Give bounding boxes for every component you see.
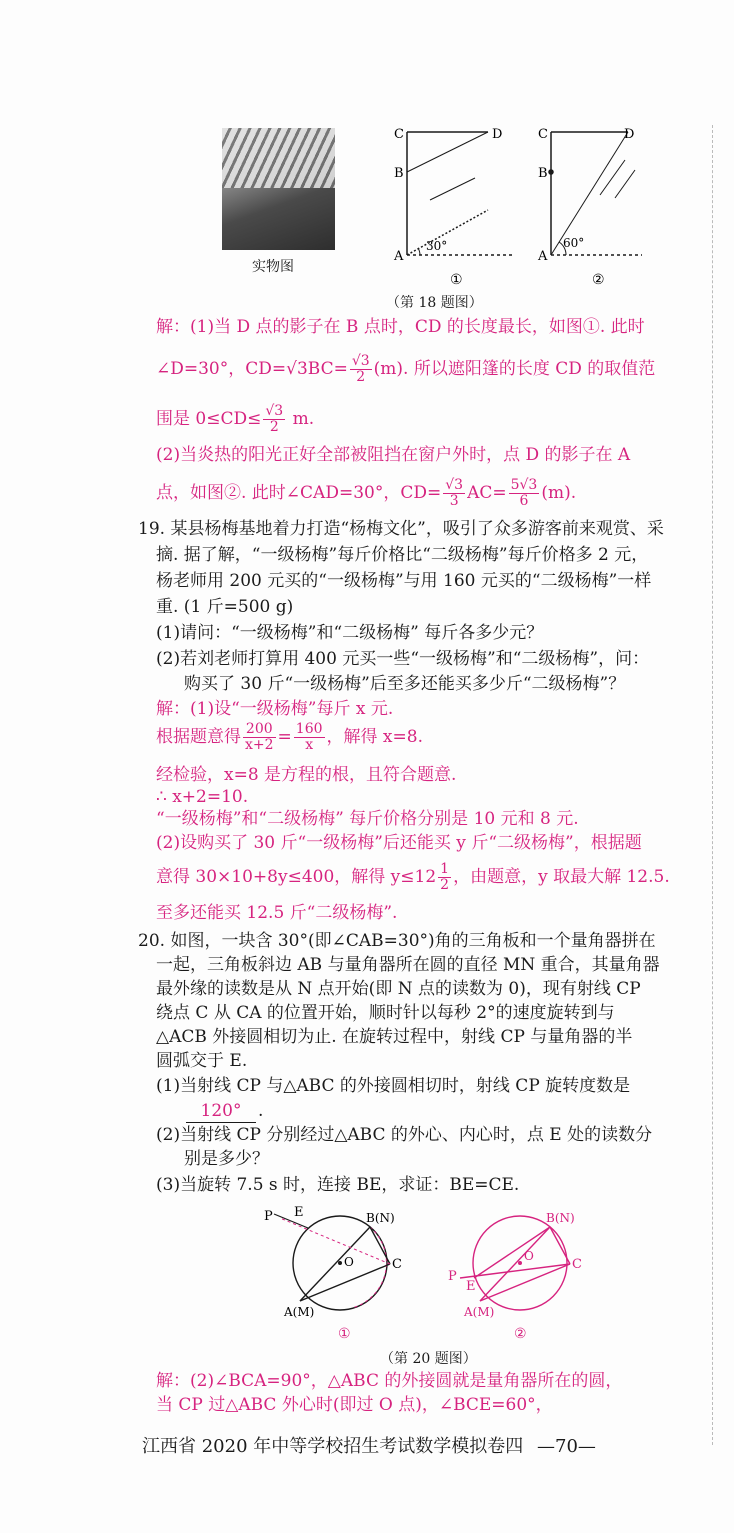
q20-line7: (1)当射线 CP 与△ABC 的外接圆相切时，射线 CP 旋转度数是 [156, 1076, 631, 1096]
fig18-num1: ① [450, 272, 463, 288]
q20-line2: 一起，三角板斜边 AB 与量角器所在圆的直径 MN 重合，其量角器 [156, 955, 660, 975]
q19-line1: 19. 某县杨梅基地着力打造“杨梅文化”，吸引了众多游客前来观赏、采 [138, 519, 664, 539]
sol18-line3: 围是 0≤CD≤ $\frac{√3}{2}$ m. [156, 403, 315, 435]
fig20-label-A1: A(M) [284, 1305, 315, 1319]
fig20-label-O1: O [344, 1255, 354, 1269]
fig20-num1: ① [338, 1326, 351, 1342]
fig20-diagram-2 [460, 1216, 570, 1310]
photo-image [222, 128, 335, 250]
fig20-label-C2: C [572, 1257, 582, 1272]
q20-line11: (3)当旋转 7.5 s 时，连接 BE，求证：BE=CE. [156, 1175, 520, 1195]
q20-line6: 圆弧交于 E. [156, 1051, 248, 1071]
q20-line10: 别是多少？ [184, 1149, 269, 1169]
fig20-label-B2: B(N) [546, 1211, 575, 1225]
q19-line7: 购买了 30 斤“一级杨梅”后至多还能买多少斤“二级杨梅”？ [184, 674, 626, 694]
q20-line1: 20. 如图，一块含 30°(即∠CAB=30°)角的三角板和一个量角器拼在 [138, 931, 656, 951]
fig18-label-C2: C [538, 127, 548, 142]
photo-caption: 实物图 [252, 259, 294, 275]
fig20-label-O2: O [524, 1249, 534, 1263]
fig18-angle1: 30° [426, 239, 448, 253]
sol18-line2: ∠D=30°，CD=√3BC= $\frac{√3}{2}$ (m). 所以遮阳篷的长度 CD 的取值范 [156, 353, 656, 385]
fig18-label-D2: D [624, 127, 635, 142]
fig20-num2: ② [514, 1326, 527, 1342]
fig20-caption: （第 20 题图） [380, 1351, 477, 1367]
q19-line4: 重. (1 斤=500 g) [156, 597, 294, 617]
sol20-line1: 解：(2)∠BCA=90°，△ABC 的外接圆就是量角器所在的圆， [156, 1371, 623, 1391]
fig18-num2: ② [592, 272, 605, 288]
q19-line2: 摘. 据了解，“一级杨梅”每斤价格比“二级杨梅”每斤价格多 2 元， [156, 545, 649, 565]
sol18-line4: (2)当炎热的阳光正好全部被阻挡在窗户外时，点 D 的影子在 A [156, 445, 631, 465]
q20-line9: (2)当射线 CP 分别经过△ABC 的外心、内心时，点 E 处的读数分 [156, 1125, 653, 1145]
fig20-label-A2: A(M) [464, 1305, 495, 1319]
fig18-label-D1: D [492, 127, 503, 142]
footer-title: 江西省 2020 年中等学校招生考试数学模拟卷四 [142, 1436, 524, 1457]
sol19-line7: 意得 30×10+8y≤400，解得 y≤12 $\frac{1}{2}$ ，由题意，y 取最大解 12.5. [156, 861, 670, 893]
sol19-line1: 解：(1)设“一级杨梅”每斤 x 元. [156, 699, 394, 719]
sol19-line8: 至多还能买 12.5 斤“二级杨梅”. [156, 903, 398, 923]
q20-answer-period: . [258, 1101, 264, 1121]
fig18-diagram-1 [407, 132, 515, 255]
q20-line5: △ACB 外接圆相切为止. 在旋转过程中，射线 CP 与量角器的半 [156, 1027, 633, 1047]
fig20-label-B1: B(N) [366, 1211, 395, 1225]
sol19-line4: ∴ x+2=10. [156, 787, 249, 807]
fig20-diagram-1 [274, 1214, 390, 1310]
fig18-label-A1: A [394, 249, 404, 264]
fig18-angle2: 60° [563, 236, 585, 250]
q19-line6: (2)若刘老师打算用 400 元买一些“一级杨梅”和“二级杨梅”，问： [156, 649, 650, 669]
page-number: —70— [537, 1436, 596, 1457]
q19-line3: 杨老师用 200 元买的“一级杨梅”与用 160 元买的“二级杨梅”一样 [156, 571, 652, 591]
sol19-line6: (2)设购买了 30 斤“一级杨梅”后还能买 y 斤“二级杨梅”，根据题 [156, 833, 642, 853]
fig18-caption: （第 18 题图） [386, 295, 483, 311]
q19-line5: (1)请问：“一级杨梅”和“二级杨梅” 每斤各多少元？ [156, 623, 544, 643]
fig20-label-C1: C [392, 1257, 402, 1272]
sol19-line2: 根据题意得 $\frac{200}{x+2}$ = $\frac{160}{x}$ ，解得 x=8. [156, 721, 423, 753]
sol20-line2: 当 CP 过△ABC 外心时(即过 O 点)，∠BCE=60°， [156, 1395, 553, 1415]
right-margin-rule [712, 125, 714, 1445]
sol19-line3: 经检验，x=8 是方程的根，且符合题意. [156, 765, 457, 785]
fig18-diagrams [380, 120, 650, 290]
q20-answer-blank: 120° [186, 1100, 256, 1123]
fig18-label-C1: C [394, 127, 404, 142]
fig20-label-E2: E [466, 1279, 476, 1294]
q20-line3: 最外缘的读数是从 N 点开始(即 N 点的读数为 0)，现有射线 CP [156, 979, 641, 999]
fig18-label-B2: B [538, 166, 548, 181]
fig18-label-B1: B [394, 166, 404, 181]
fig20-label-P1: P [264, 1209, 273, 1224]
fig20-diagrams [260, 1198, 600, 1348]
page-footer [142, 1432, 596, 1458]
sol18-line5: 点，如图②. 此时∠CAD=30°，CD= $\frac{√3}{3}$ AC= $\frac{5√3}{6}$ (m). [156, 477, 577, 509]
sol18-line1: 解：(1)当 D 点的影子在 B 点时，CD 的长度最长，如图①. 此时 [156, 317, 645, 337]
fig18-label-A2: A [538, 249, 548, 264]
q20-line4: 绕点 C 从 CA 的位置开始，顺时针以每秒 2°的速度旋转到与 [156, 1003, 615, 1023]
fig20-label-P2: P [448, 1269, 457, 1284]
fig20-label-E1: E [294, 1205, 304, 1220]
sol19-line5: “一级杨梅”和“二级杨梅” 每斤价格分别是 10 元和 8 元. [156, 809, 579, 829]
